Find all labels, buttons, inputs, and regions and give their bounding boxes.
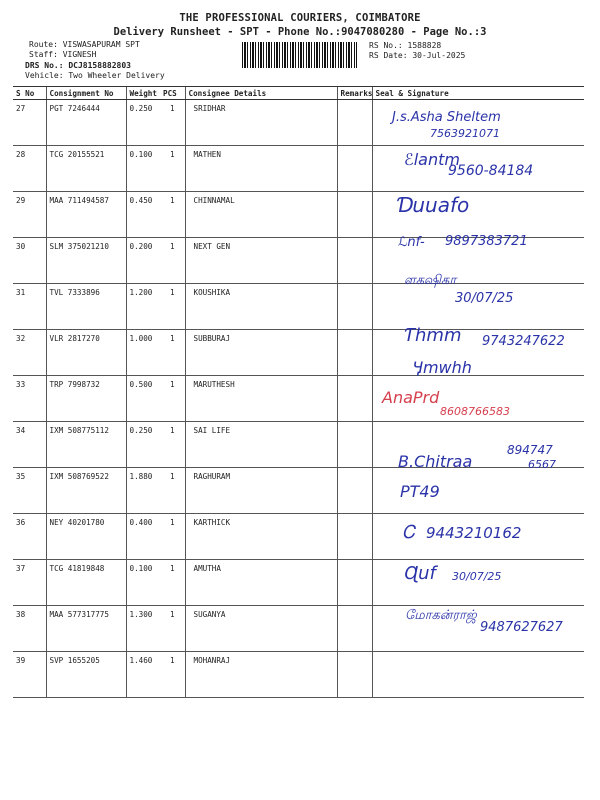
cell-remarks [337, 652, 372, 698]
cell-pcs: 1 [160, 606, 185, 652]
rs-date: RS Date: 30-Jul-2025 [369, 51, 466, 60]
signature-33-stamp-scribble: Ӌmwhh [412, 358, 472, 377]
rs-number: RS No.: 1588828 [369, 41, 442, 50]
cell-sno: 34 [13, 422, 46, 468]
cell-sno: 28 [13, 146, 46, 192]
cell-signature [372, 652, 584, 698]
cell-remarks [337, 192, 372, 238]
cell-sno: 32 [13, 330, 46, 376]
col-header-pcs: PCS [160, 87, 185, 100]
route-text: Route: VISWASAPURAM SPT [29, 40, 140, 49]
signature-29-scribble: Ɗuuafo [396, 193, 470, 217]
signature-39-scribble: மோகன்ராஜ் [405, 608, 477, 623]
table-row [13, 652, 584, 698]
signature-34-scribble: AnaPrd [382, 388, 440, 407]
cell-consignee: MATHEN [185, 146, 337, 192]
cell-weight: 1.880 [126, 468, 160, 514]
cell-weight: 1.460 [126, 652, 160, 698]
cell-consignee: SUGANYA [185, 606, 337, 652]
cell-consignment: NEY 40201780 [46, 514, 126, 560]
cell-consignment: IXM 508769522 [46, 468, 126, 514]
signature-30-scribble: ℒnf- [398, 235, 425, 250]
barcode [242, 42, 357, 68]
cell-consignee: MARUTHESH [185, 376, 337, 422]
col-header-signature: Seal & Signature [372, 87, 584, 100]
signature-36-phone-a: 894747 [507, 443, 553, 457]
cell-consignee: AMUTHA [185, 560, 337, 606]
cell-remarks [337, 146, 372, 192]
signature-31-scribble: ளகஷிகா [404, 273, 457, 288]
cell-remarks [337, 238, 372, 284]
cell-sno: 35 [13, 468, 46, 514]
signature-38-scribble: Ɋuf [404, 563, 436, 584]
table-row [13, 468, 584, 514]
runsheet-title: Delivery Runsheet - SPT - Phone No.:9047080280 - Page No.:3 [113, 26, 487, 38]
cell-weight: 0.500 [126, 376, 160, 422]
cell-weight: 1.000 [126, 330, 160, 376]
cell-consignment: TCG 20155521 [46, 146, 126, 192]
cell-sno: 29 [13, 192, 46, 238]
cell-pcs: 1 [160, 100, 185, 146]
drs-vehicle-block [25, 61, 165, 81]
cell-remarks [337, 468, 372, 514]
staff-text: Staff: VIGNESH [29, 50, 97, 59]
vehicle-text: Vehicle: Two Wheeler Delivery [25, 71, 165, 80]
cell-sno: 39 [13, 652, 46, 698]
cell-sno: 37 [13, 560, 46, 606]
cell-consignment: TRP 7998732 [46, 376, 126, 422]
cell-sno: 27 [13, 100, 46, 146]
table-row [13, 422, 584, 468]
signature-38-date: 30/07/25 [452, 570, 502, 583]
cell-consignee: CHINNAMAL [185, 192, 337, 238]
cell-pcs: 1 [160, 284, 185, 330]
cell-pcs: 1 [160, 422, 185, 468]
cell-pcs: 1 [160, 192, 185, 238]
cell-pcs: 1 [160, 330, 185, 376]
signature-27-phone: 7563921071 [430, 127, 500, 140]
cell-remarks [337, 514, 372, 560]
signature-28-scribble: ℰlantm [404, 150, 460, 169]
cell-sno: 33 [13, 376, 46, 422]
signature-37-name: PT49 [400, 482, 440, 501]
cell-pcs: 1 [160, 146, 185, 192]
cell-sno: 38 [13, 606, 46, 652]
cell-consignee: SAI LIFE [185, 422, 337, 468]
col-header-consignee: Consignee Details [185, 87, 337, 100]
cell-pcs: 1 [160, 652, 185, 698]
cell-weight: 0.250 [126, 100, 160, 146]
cell-consignee: RAGHURAM [185, 468, 337, 514]
cell-consignment: MAA 711494587 [46, 192, 126, 238]
cell-consignment: TVL 7333896 [46, 284, 126, 330]
cell-remarks [337, 422, 372, 468]
rs-block [369, 41, 465, 61]
cell-consignment: SVP 1655205 [46, 652, 126, 698]
company-title: THE PROFESSIONAL COURIERS, COIMBATORE [179, 12, 421, 24]
route-staff-block [29, 40, 140, 60]
cell-remarks [337, 606, 372, 652]
cell-pcs: 1 [160, 238, 185, 284]
cell-weight: 1.300 [126, 606, 160, 652]
cell-consignment: SLM 375021210 [46, 238, 126, 284]
cell-consignment: VLR 2817270 [46, 330, 126, 376]
cell-consignee: MOHANRAJ [185, 652, 337, 698]
cell-remarks [337, 376, 372, 422]
signature-33-phone: 9743247622 [482, 334, 565, 349]
cell-remarks [337, 284, 372, 330]
signature-30-phone: 9897383721 [445, 234, 528, 249]
signature-37-scribble: Ꮯ [402, 522, 415, 543]
cell-consignment: MAA 577317775 [46, 606, 126, 652]
cell-remarks [337, 100, 372, 146]
cell-consignee: KARTHICK [185, 514, 337, 560]
cell-sno: 30 [13, 238, 46, 284]
drs-number: DRS No.: DCJ8158882803 [25, 61, 131, 70]
signature-33-scribble: Ƭhmm [404, 325, 462, 346]
cell-weight: 0.450 [126, 192, 160, 238]
cell-consignment: PGT 7246444 [46, 100, 126, 146]
cell-weight: 1.200 [126, 284, 160, 330]
cell-consignment: TCG 41819848 [46, 560, 126, 606]
signature-37-phone: 9443210162 [426, 524, 522, 542]
cell-consignment: IXM 508775112 [46, 422, 126, 468]
signature-36-name: B.Chitraa [398, 452, 473, 471]
cell-weight: 0.100 [126, 146, 160, 192]
col-header-remarks: Remarks [337, 87, 372, 100]
signature-27: J.s.Asha Sheltem [392, 110, 501, 125]
signature-39-phone: 9487627627 [480, 620, 563, 635]
cell-remarks [337, 560, 372, 606]
cell-remarks [337, 330, 372, 376]
cell-consignee: KOUSHIKA [185, 284, 337, 330]
cell-pcs: 1 [160, 468, 185, 514]
cell-pcs: 1 [160, 376, 185, 422]
cell-weight: 0.250 [126, 422, 160, 468]
cell-consignee: SRIDHAR [185, 100, 337, 146]
cell-sno: 31 [13, 284, 46, 330]
signature-34-phone: 8608766583 [440, 405, 510, 418]
cell-pcs: 1 [160, 560, 185, 606]
signature-31-date: 30/07/25 [455, 291, 514, 306]
cell-pcs: 1 [160, 514, 185, 560]
cell-weight: 0.400 [126, 514, 160, 560]
col-header-sno: S No [13, 87, 46, 100]
signature-36-phone-b: 6567 [528, 458, 556, 471]
signature-28-phone: 9560-84184 [448, 163, 534, 179]
table-row [13, 192, 584, 238]
table-header-row [13, 87, 584, 100]
cell-consignee: SUBBURAJ [185, 330, 337, 376]
col-header-weight: Weight [126, 87, 160, 100]
cell-weight: 0.100 [126, 560, 160, 606]
cell-weight: 0.200 [126, 238, 160, 284]
cell-sno: 36 [13, 514, 46, 560]
col-header-consignment: Consignment No [46, 87, 126, 100]
cell-consignee: NEXT GEN [185, 238, 337, 284]
